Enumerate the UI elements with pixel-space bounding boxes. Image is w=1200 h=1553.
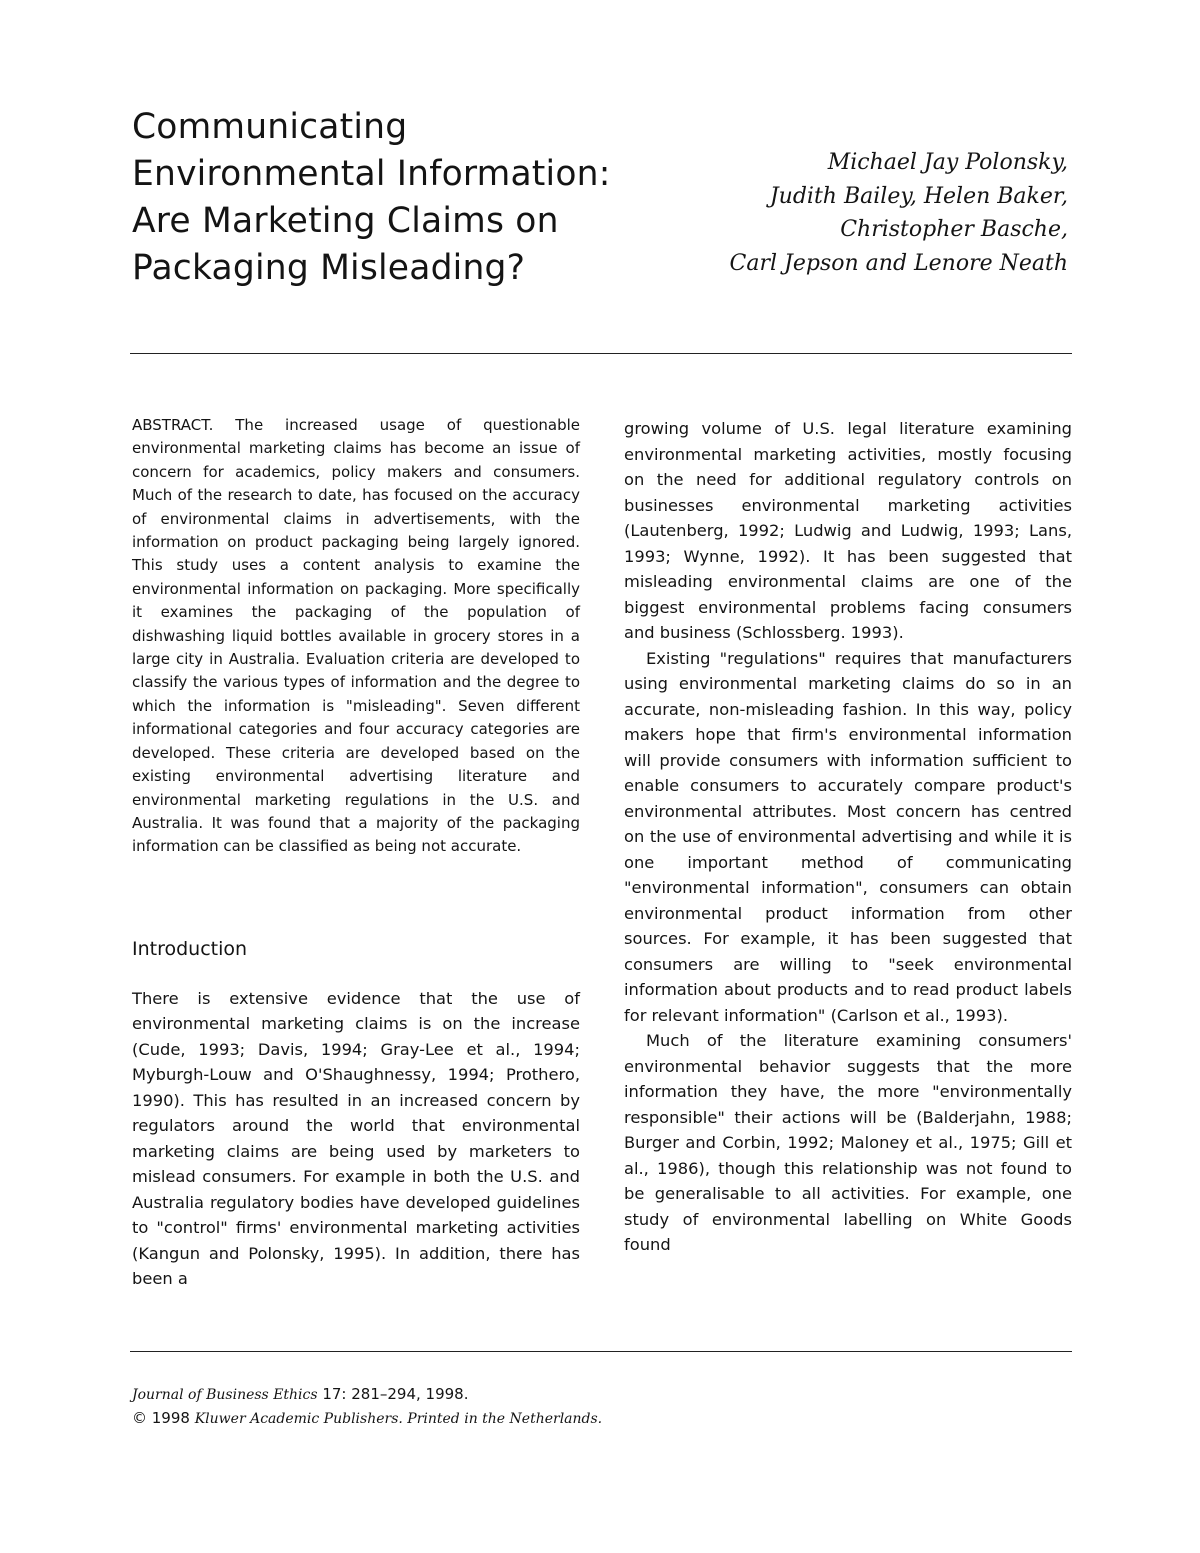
body-paragraph: There is extensive evidence that the use of environmental marketing claims is on the increase (Cude, 1993; Davis, 1994; Gray-Lee et al., 1994; Myburgh-Louw and O'Shaughnessy, 1994; Prothero, 1990). This has resulted in an increased concern by regulators around the world that environmental marketing claims are being used by marketers to mislead consumers. For example in both the U.S. and Australia regulatory bodies have developed guidelines to "control" firms' environmental marketing activities (Kangun and Polonsky, 1995). In addition, there has been a: [132, 988, 580, 1289]
left-column: [132, 414, 580, 1292]
author-line: Carl Jepson and Lenore Neath: [729, 250, 1068, 276]
author-line: Christopher Basche,: [840, 217, 1068, 242]
title-line: Communicating: [132, 107, 408, 147]
article-title: [132, 104, 672, 292]
title-line: Are Marketing Claims on: [132, 201, 559, 241]
body-paragraph: growing volume of U.S. legal literature examining environmental marketing activities, mostly focusing on the need for additional regulatory controls on businesses environmental marketing activities (Lautenberg, 1992; Ludwig and Ludwig, 1993; Lans, 1993; Wynne, 1992). It has been suggested that misleading environmental claims are one of the biggest environmental problems facing consumers and business (Schlossberg. 1993).: [624, 419, 1072, 642]
title-line: Environmental Information:: [132, 154, 611, 194]
section-heading-introduction: Introduction: [132, 937, 248, 960]
author-line: Judith Bailey, Helen Baker,: [769, 183, 1068, 209]
body-paragraph: Much of the literature examining consumers' environmental behavior suggests that the more information they have, the more "environmentally responsible" their actions will be (Balderjahn, 1988; Burger and Corbin, 1992; Maloney et al., 1975; Gill et al., 1986), though this relationship was not found to be generalisable to all activities. For example, one study of environmental labelling on White Goods found: [624, 1031, 1072, 1254]
header-divider: [130, 353, 1072, 354]
page-footer: [132, 1383, 832, 1431]
body-paragraph: Existing "regulations" requires that manufacturers using environmental marketing claims do so in an accurate, non-misleading fashion. In this way, policy makers hope that firm's environmental information will provide consumers with information sufficient to enable consumers to accurately compare product's environmental attributes. Most concern has centred on the use of environmental advertising and while it is one important method of communicating "environmental information", consumers can obtain environmental product information from other sources. For example, it has been suggested that consumers are willing to "seek environmental information about products and to read product labels for relevant information" (Carlson et al., 1993).: [624, 648, 1072, 1025]
publisher-name: Kluwer Academic Publishers. Printed in the Netherlands.: [194, 1411, 603, 1427]
journal-name: Journal of Business Ethics: [132, 1387, 318, 1403]
right-column: [624, 416, 1072, 1258]
citation-details: 17: 281–294, 1998.: [317, 1385, 469, 1403]
copyright-line: [132, 1407, 832, 1431]
copyright-mark: © 1998: [132, 1409, 195, 1427]
author-line: Michael Jay Polonsky,: [827, 150, 1068, 175]
title-line: Packaging Misleading?: [132, 248, 526, 288]
footer-divider: [130, 1351, 1072, 1352]
abstract-paragraph: ABSTRACT. The increased usage of questionable environmental marketing claims has become an issue of concern for academics, policy makers and consumers. Much of the research to date, has focused on the accuracy of environmental claims in advertisements, with the information on product packaging being largely ignored. This study uses a content analysis to examine the environmental information on packaging. More specifically it examines the packaging of the population of dishwashing liquid bottles available in grocery stores in a large city in Australia. Evaluation criteria are developed to classify the various types of information and the degree to which the information is "misleading". Seven different informational categories and four accuracy categories are developed. These criteria are developed based on the existing environmental advertising literature and environmental marketing regulations in the U.S. and Australia. It was found that a majority of the packaging information can be classified as being not accurate.: [132, 416, 580, 856]
author-list: [598, 146, 1068, 280]
journal-citation: [132, 1383, 832, 1407]
